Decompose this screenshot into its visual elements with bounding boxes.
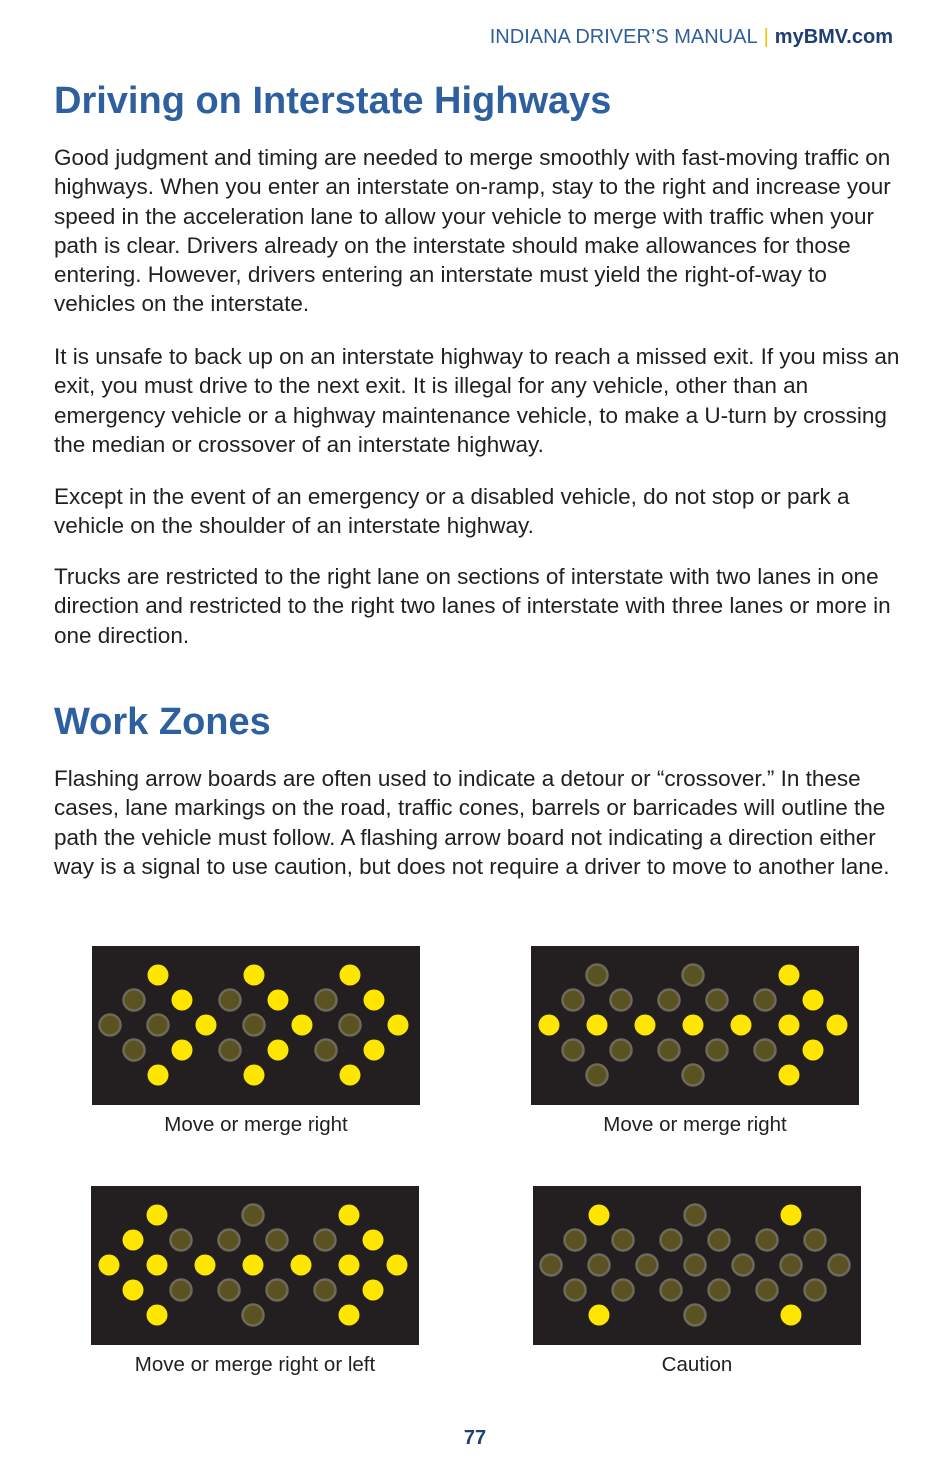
paragraph-shoulder: Except in the event of an emergency or a disabled vehicle, do not stop or park a vehicle on the shoulder of an interstate highway. — [54, 484, 850, 539]
lamp-unlit — [315, 1230, 336, 1251]
lamp-unlit — [589, 1255, 610, 1276]
lamp-unlit — [659, 1040, 680, 1061]
lamp-lit — [388, 1015, 409, 1036]
lamp-lit — [363, 1230, 384, 1251]
lamp-lit — [243, 1255, 264, 1276]
lamp-lit — [292, 1015, 313, 1036]
arrow-board-caution — [533, 1186, 861, 1345]
lamp-lit — [99, 1255, 120, 1276]
lamp-unlit — [755, 990, 776, 1011]
paragraph-trucks: Trucks are restricted to the right lane on sections of interstate with two lanes in one direction and restricted to the right two lanes of interstate with three lanes or more in one direction. — [54, 564, 891, 648]
lamp-unlit — [709, 1280, 730, 1301]
lamp-lit — [339, 1305, 360, 1326]
lamp-unlit — [541, 1255, 562, 1276]
lamp-lit — [291, 1255, 312, 1276]
lamp-lit — [340, 965, 361, 986]
lamp-unlit — [563, 1040, 584, 1061]
lamp-lit — [268, 990, 289, 1011]
lamp-lit — [148, 1065, 169, 1086]
lamp-lit — [589, 1205, 610, 1226]
site-link[interactable]: myBMV.com — [774, 26, 893, 48]
lamp-lit — [172, 1040, 193, 1061]
lamp-unlit — [733, 1255, 754, 1276]
lamp-lit — [195, 1255, 216, 1276]
lamp-unlit — [707, 1040, 728, 1061]
lamp-lit — [147, 1255, 168, 1276]
lamp-unlit — [219, 1230, 240, 1251]
lamp-lit — [340, 1065, 361, 1086]
lamp-unlit — [781, 1255, 802, 1276]
arrow-board-caption: Move or merge right — [164, 1113, 348, 1136]
lamp-unlit — [757, 1230, 778, 1251]
lamp-unlit — [637, 1255, 658, 1276]
arrow-board-caption: Move or merge right — [603, 1113, 787, 1136]
lamp-unlit — [709, 1230, 730, 1251]
lamp-unlit — [755, 1040, 776, 1061]
lamp-unlit — [805, 1280, 826, 1301]
lamp-lit — [683, 1015, 704, 1036]
section-title-interstate: Driving on Interstate Highways — [54, 80, 612, 122]
lamp-unlit — [829, 1255, 850, 1276]
lamp-unlit — [244, 1015, 265, 1036]
lamp-lit — [827, 1015, 848, 1036]
lamp-lit — [731, 1015, 752, 1036]
header-separator: | — [763, 26, 769, 48]
lamp-unlit — [683, 965, 704, 986]
lamp-unlit — [683, 1065, 704, 1086]
lamp-lit — [244, 965, 265, 986]
lamp-lit — [244, 1065, 265, 1086]
lamp-unlit — [171, 1230, 192, 1251]
lamp-lit — [803, 990, 824, 1011]
lamp-lit — [779, 1065, 800, 1086]
lamp-unlit — [124, 1040, 145, 1061]
lamp-unlit — [563, 990, 584, 1011]
lamp-lit — [123, 1280, 144, 1301]
lamp-unlit — [707, 990, 728, 1011]
lamp-lit — [196, 1015, 217, 1036]
lamp-lit — [363, 1280, 384, 1301]
lamp-unlit — [757, 1280, 778, 1301]
lamp-unlit — [565, 1280, 586, 1301]
lamp-unlit — [685, 1255, 706, 1276]
lamp-unlit — [685, 1305, 706, 1326]
lamp-lit — [589, 1305, 610, 1326]
lamp-unlit — [613, 1280, 634, 1301]
lamp-unlit — [613, 1230, 634, 1251]
arrow-board-chevrons-right — [92, 946, 420, 1105]
running-header — [490, 26, 893, 49]
arrow-board-graphic — [92, 946, 420, 1105]
paragraph-missed-exit: It is unsafe to back up on an interstate highway to reach a missed exit. If you miss an exit, you must drive to the next exit. It is illegal for any vehicle, other than an emergency vehicle or a highway maintenance vehicle, to make a U-turn by crossing the median or crossover of an interstate highway. — [54, 344, 900, 457]
lamp-lit — [364, 1040, 385, 1061]
lamp-unlit — [659, 990, 680, 1011]
lamp-lit — [339, 1205, 360, 1226]
lamp-unlit — [587, 1065, 608, 1086]
lamp-unlit — [661, 1280, 682, 1301]
lamp-lit — [148, 965, 169, 986]
arrow-board-graphic — [91, 1186, 419, 1345]
lamp-lit — [387, 1255, 408, 1276]
lamp-lit — [123, 1230, 144, 1251]
lamp-lit — [147, 1305, 168, 1326]
lamp-unlit — [685, 1205, 706, 1226]
lamp-unlit — [316, 990, 337, 1011]
lamp-unlit — [587, 965, 608, 986]
page-number: 77 — [463, 1427, 487, 1449]
lamp-unlit — [124, 990, 145, 1011]
lamp-lit — [172, 990, 193, 1011]
manual-name: INDIANA DRIVER’S MANUAL — [489, 26, 758, 48]
lamp-lit — [781, 1205, 802, 1226]
lamp-unlit — [267, 1280, 288, 1301]
paragraph-arrow-boards: Flashing arrow boards are often used to indicate a detour or “crossover.” In these cases, lane markings on the road, traffic cones, barrels or barricades will outline the path the vehicle must follow. A flashing arrow board not indicating a direction either way is a signal to use caution, but does not require a driver to move to another lane. — [54, 766, 890, 879]
lamp-unlit — [267, 1230, 288, 1251]
lamp-lit — [364, 990, 385, 1011]
arrow-board-arrow-right — [531, 946, 859, 1105]
lamp-unlit — [100, 1015, 121, 1036]
lamp-unlit — [565, 1230, 586, 1251]
lamp-unlit — [805, 1230, 826, 1251]
arrow-board-graphic — [531, 946, 859, 1105]
lamp-lit — [635, 1015, 656, 1036]
lamp-lit — [268, 1040, 289, 1061]
lamp-unlit — [661, 1230, 682, 1251]
lamp-lit — [587, 1015, 608, 1036]
arrow-board-caption: Move or merge right or left — [134, 1353, 376, 1376]
lamp-unlit — [316, 1040, 337, 1061]
lamp-unlit — [219, 1280, 240, 1301]
lamp-unlit — [611, 990, 632, 1011]
arrow-board-arrow-both — [91, 1186, 419, 1345]
lamp-unlit — [611, 1040, 632, 1061]
lamp-lit — [781, 1305, 802, 1326]
lamp-lit — [339, 1255, 360, 1276]
arrow-board-caption: Caution — [661, 1353, 733, 1376]
lamp-unlit — [220, 1040, 241, 1061]
lamp-unlit — [220, 990, 241, 1011]
lamp-unlit — [315, 1280, 336, 1301]
lamp-unlit — [148, 1015, 169, 1036]
lamp-unlit — [340, 1015, 361, 1036]
lamp-lit — [779, 1015, 800, 1036]
lamp-unlit — [243, 1205, 264, 1226]
lamp-lit — [779, 965, 800, 986]
section-title-work-zones: Work Zones — [54, 701, 271, 743]
lamp-unlit — [243, 1305, 264, 1326]
lamp-unlit — [171, 1280, 192, 1301]
arrow-board-graphic — [533, 1186, 861, 1345]
lamp-lit — [539, 1015, 560, 1036]
lamp-lit — [803, 1040, 824, 1061]
paragraph-merging: Good judgment and timing are needed to merge smoothly with fast-moving traffic on highways. When you enter an interstate on-ramp, stay to the right and increase your speed in the acceleration lane to allow your vehicle to merge with traffic when your path is clear. Drivers already on the interstate should make allowances for those entering. However, drivers entering an interstate must yield the right-of-way to vehicles on the interstate. — [54, 145, 891, 317]
lamp-lit — [147, 1205, 168, 1226]
